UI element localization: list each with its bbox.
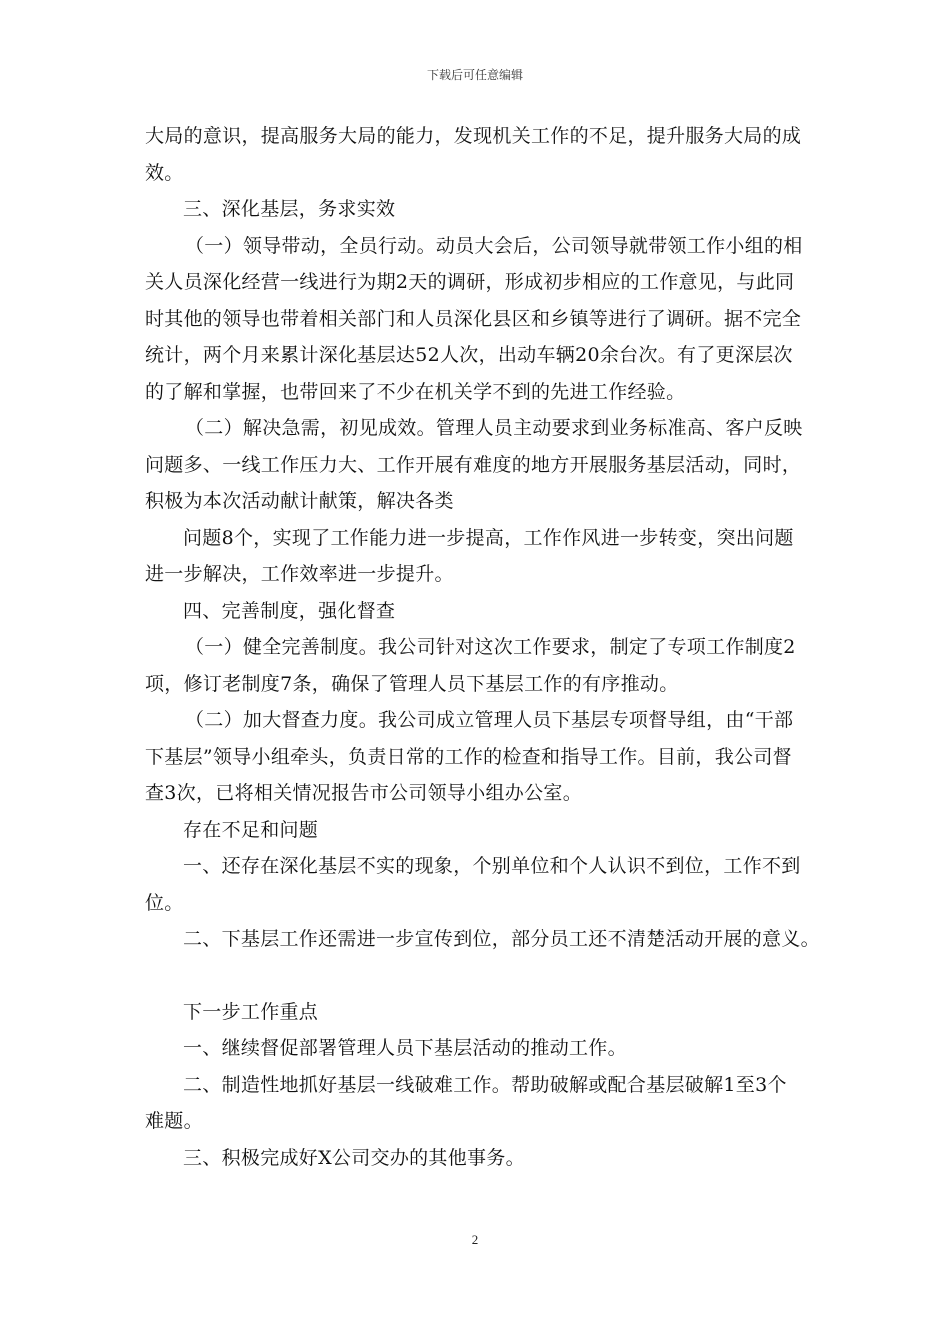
paragraph-line: （二）解决急需，初见成效。管理人员主动要求到业务标准高、客户反映 — [185, 417, 803, 439]
paragraph-line: 一、还存在深化基层不实的现象，个别单位和个人认识不到位，工作不到 — [183, 855, 801, 877]
paragraph-line: （一）健全完善制度。我公司针对这次工作要求，制定了专项工作制度2 — [185, 636, 796, 658]
paragraph-line: 项，修订老制度7条，确保了管理人员下基层工作的有序推动。 — [145, 672, 679, 695]
paragraph-line: 问题多、一线工作压力大、工作开展有难度的地方开展服务基层活动，同时， — [145, 453, 802, 476]
paragraph-line: 查3次，已将相关情况报告市公司领导小组办公室。 — [145, 782, 582, 804]
paragraph-line: （一）领导带动，全员行动。动员大会后，公司领导就带领工作小组的相 — [185, 234, 803, 257]
document-body — [145, 118, 820, 1176]
paragraph-line: 统计，两个月来累计深化基层达52人次，出动车辆20余台次。有了更深层次 — [145, 344, 793, 366]
paragraph-line: 二、制造性地抓好基层一线破难工作。帮助破解或配合基层破解1至3个 — [183, 1073, 787, 1096]
paragraph-line: （二）加大督查力度。我公司成立管理人员下基层专项督导组，由“干部 — [185, 709, 794, 731]
page-header: 下载后可任意编辑 — [426, 68, 523, 82]
paragraph-line: 的了解和掌握，也带回来了不少在机关学不到的先进工作经验。 — [145, 380, 686, 403]
paragraph-line: 问题8个，实现了工作能力进一步提高，工作作风进一步转变，突出问题 — [183, 526, 794, 549]
section-heading: 存在不足和问题 — [183, 818, 319, 841]
blank-line — [145, 958, 815, 994]
paragraph-line: 一、继续督促部署管理人员下基层活动的推动工作。 — [183, 1037, 627, 1059]
paragraph-line: 进一步解决，工作效率进一步提升。 — [145, 563, 454, 585]
paragraph-line: 难题。 — [145, 1110, 203, 1132]
section-heading: 下一步工作重点 — [183, 1000, 319, 1023]
paragraph-line: 三、积极完成好X公司交办的其他事务。 — [183, 1146, 525, 1169]
section-heading: 三、深化基层，务求实效 — [183, 198, 396, 220]
page-number: 2 — [471, 1232, 479, 1247]
paragraph-line: 位。 — [145, 891, 184, 914]
paragraph-line: 积极为本次活动献计献策，解决各类 — [145, 490, 454, 512]
paragraph-line: 时其他的领导也带着相关部门和人员深化县区和乡镇等进行了调研。据不完全 — [145, 307, 802, 330]
paragraph-line: 效。 — [145, 161, 184, 184]
paragraph-line: 二、下基层工作还需进一步宣传到位，部分员工还不清楚活动开展的意义。 — [183, 928, 820, 950]
paragraph-line: 关人员深化经营一线进行为期2天的调研，形成初步相应的工作意见，与此同 — [145, 271, 795, 293]
section-heading: 四、完善制度，强化督查 — [183, 599, 396, 622]
paragraph-line: 下基层”领导小组牵头，负责日常的工作的检查和指导工作。目前，我公司督 — [145, 745, 792, 768]
paragraph-line: 大局的意识，提高服务大局的能力，发现机关工作的不足，提升服务大局的成 — [145, 125, 802, 147]
